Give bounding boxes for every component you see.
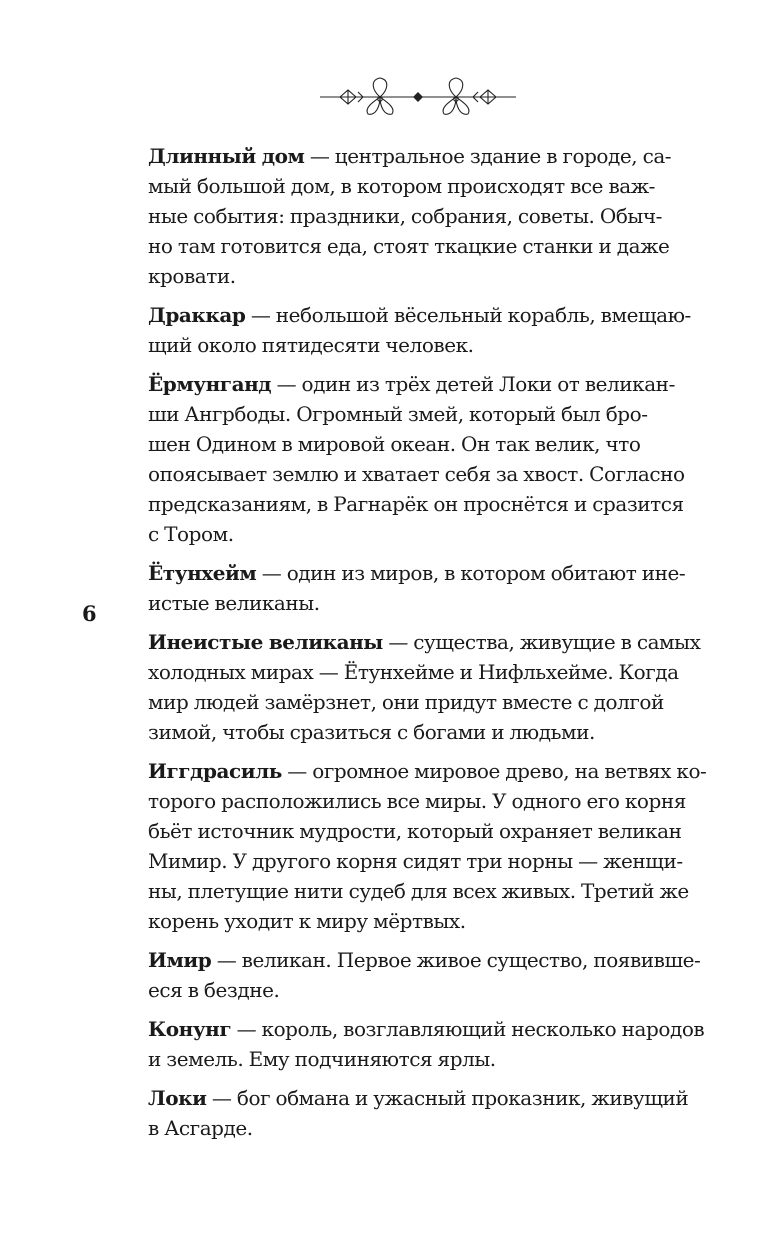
glossary-entry <box>148 369 694 549</box>
nordic-knot-ornament-icon <box>318 72 518 122</box>
entry-term: Ёрмунганд <box>148 372 272 396</box>
glossary-entry <box>148 756 707 936</box>
entry-line <box>148 141 694 171</box>
entry-line: холодных мирах — Ётунхейме и Нифльхейме. Когда <box>148 660 679 684</box>
entry-term: Длинный дом <box>148 144 305 168</box>
glossary-entry <box>148 1083 694 1143</box>
entry-text: — великан. Первое живое существо, появивше- <box>211 948 701 972</box>
entry-text: — один из миров, в котором обитают ине- <box>256 561 686 585</box>
entry-text: — центральное здание в городе, са- <box>304 144 672 168</box>
glossary-entry <box>148 558 694 618</box>
page-number: 6 <box>82 601 97 626</box>
entry-text: — один из трёх детей Локи от великан- <box>271 372 675 396</box>
glossary-list <box>148 141 707 1152</box>
entry-term: Иггдрасиль <box>148 759 282 783</box>
entry-text: — существа, живущие в самых <box>382 630 701 654</box>
entry-line: зимой, чтобы сразиться с богами и людьми. <box>148 720 595 744</box>
entry-line <box>148 300 694 330</box>
entry-line: опоясывает землю и хватает себя за хвост. Согласно <box>148 462 685 486</box>
entry-term: Локи <box>148 1086 207 1110</box>
entry-line: ны, плетущие нити судеб для всех живых. Третий же <box>148 879 689 903</box>
entry-line: предсказаниям, в Рагнарёк он проснётся и сразится <box>148 492 684 516</box>
entry-term: Имир <box>148 948 212 972</box>
entry-line: и земель. Ему подчиняются ярлы. <box>148 1047 496 1071</box>
entry-term: Драккар <box>148 303 246 327</box>
glossary-entry <box>148 627 701 747</box>
entry-line <box>148 627 701 657</box>
entry-line: шен Одином в мировой океан. Он так велик, что <box>148 432 641 456</box>
glossary-entry <box>148 945 701 1005</box>
entry-line: бьёт источник мудрости, который охраняет великан <box>148 819 682 843</box>
entry-line: кровати. <box>148 264 236 288</box>
glossary-entry <box>148 141 694 291</box>
entry-line: еся в бездне. <box>148 978 280 1002</box>
entry-term: Конунг <box>148 1017 232 1041</box>
entry-line: ные события: праздники, собрания, советы. Обыч- <box>148 204 662 228</box>
entry-line <box>148 558 694 588</box>
entry-line: торого расположились все миры. У одного его корня <box>148 789 686 813</box>
glossary-entry <box>148 1014 705 1074</box>
entry-line: ши Ангрбоды. Огромный змей, который был бро- <box>148 402 648 426</box>
entry-line: мый большой дом, в котором происходят все важ- <box>148 174 655 198</box>
entry-text: — небольшой вёсельный корабль, вмещаю- <box>245 303 691 327</box>
glossary-entry <box>148 300 694 360</box>
entry-line <box>148 945 701 975</box>
entry-line: Мимир. У другого корня сидят три норны — женщи- <box>148 849 683 873</box>
entry-line <box>148 756 707 786</box>
entry-line <box>148 369 694 399</box>
entry-line: но там готовится еда, стоят ткацкие станки и даже <box>148 234 670 258</box>
entry-text: — огромное мировое древо, на ветвях ко- <box>281 759 707 783</box>
entry-line: в Асгарде. <box>148 1116 253 1140</box>
entry-line <box>148 1014 705 1044</box>
entry-term: Инеистые великаны <box>148 630 383 654</box>
entry-text: — король, возглавляющий несколько народов <box>231 1017 705 1041</box>
entry-text: — бог обмана и ужасный проказник, живущий <box>206 1086 689 1110</box>
entry-line: с Тором. <box>148 522 234 546</box>
entry-line: мир людей замёрзнет, они придут вместе с долгой <box>148 690 664 714</box>
entry-line: истые великаны. <box>148 591 320 615</box>
entry-term: Ётунхейм <box>148 561 257 585</box>
entry-line <box>148 1083 694 1113</box>
entry-line: корень уходит к миру мёртвых. <box>148 909 466 933</box>
entry-line: щий около пятидесяти человек. <box>148 333 474 357</box>
